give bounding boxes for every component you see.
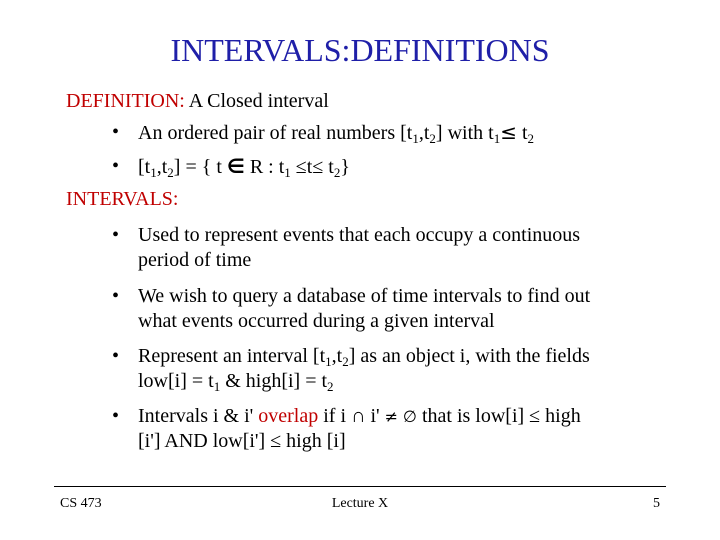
intervals-heading: INTERVALS:	[66, 188, 179, 210]
slide-title: INTERVALS:DEFINITIONS	[170, 32, 550, 68]
empty-set-icon: ∅	[403, 407, 417, 426]
intervals-bullet-1-line-2: period of time	[138, 249, 252, 271]
bullet-icon: •	[112, 121, 120, 143]
bullet-icon: •	[112, 224, 120, 246]
footer-course: CS 473	[60, 496, 102, 511]
footer-divider	[54, 486, 666, 487]
overlap-term: overlap	[258, 405, 319, 427]
definition-bullet-2: $[t_1,t_2]$ = { t ∈ R : $t_1 \le t\le t_2$}	[138, 154, 350, 180]
intervals-bullet-2-line-2: what events occurred during a given interval	[138, 310, 495, 332]
intervals-bullet-3-line-2: $low[i] = t_1$ & high[i] = $t_2$	[138, 370, 334, 394]
element-of-icon: ∈	[226, 154, 245, 178]
intervals-bullet-3-line-1: Represent an interval $[t_1,t_2]$ as an object i, with the fields	[138, 345, 590, 369]
bullet-icon: •	[112, 345, 120, 367]
intervals-bullet-4-line-1: Intervals i & i' overlap if i ∩ i' ≠ ∅ that is low[i] ≤ high	[138, 405, 581, 427]
footer-lecture: Lecture X	[331, 496, 389, 511]
footer-page-number: 5	[653, 496, 660, 511]
intervals-bullet-1-line-1: Used to represent events that each occupy a continuous	[138, 224, 581, 246]
intervals-bullet-2-line-1: We wish to query a database of time intervals to find out	[138, 285, 591, 307]
definition-heading	[66, 89, 329, 113]
not-equal-icon: ≠	[384, 407, 399, 426]
bullet-icon: •	[112, 405, 120, 427]
intervals-bullet-4-line-2: [i'] AND low[i'] ≤ high [i]	[138, 430, 346, 452]
definition-label: DEFINITION:	[66, 90, 185, 112]
definition-text: A Closed interval	[188, 90, 329, 112]
bullet-icon: •	[112, 285, 120, 307]
definition-bullet-1: An ordered pair of real numbers $[t_1,t_2]$ with $t_1\le t_2$	[138, 120, 535, 146]
bullet-icon: •	[112, 155, 120, 177]
